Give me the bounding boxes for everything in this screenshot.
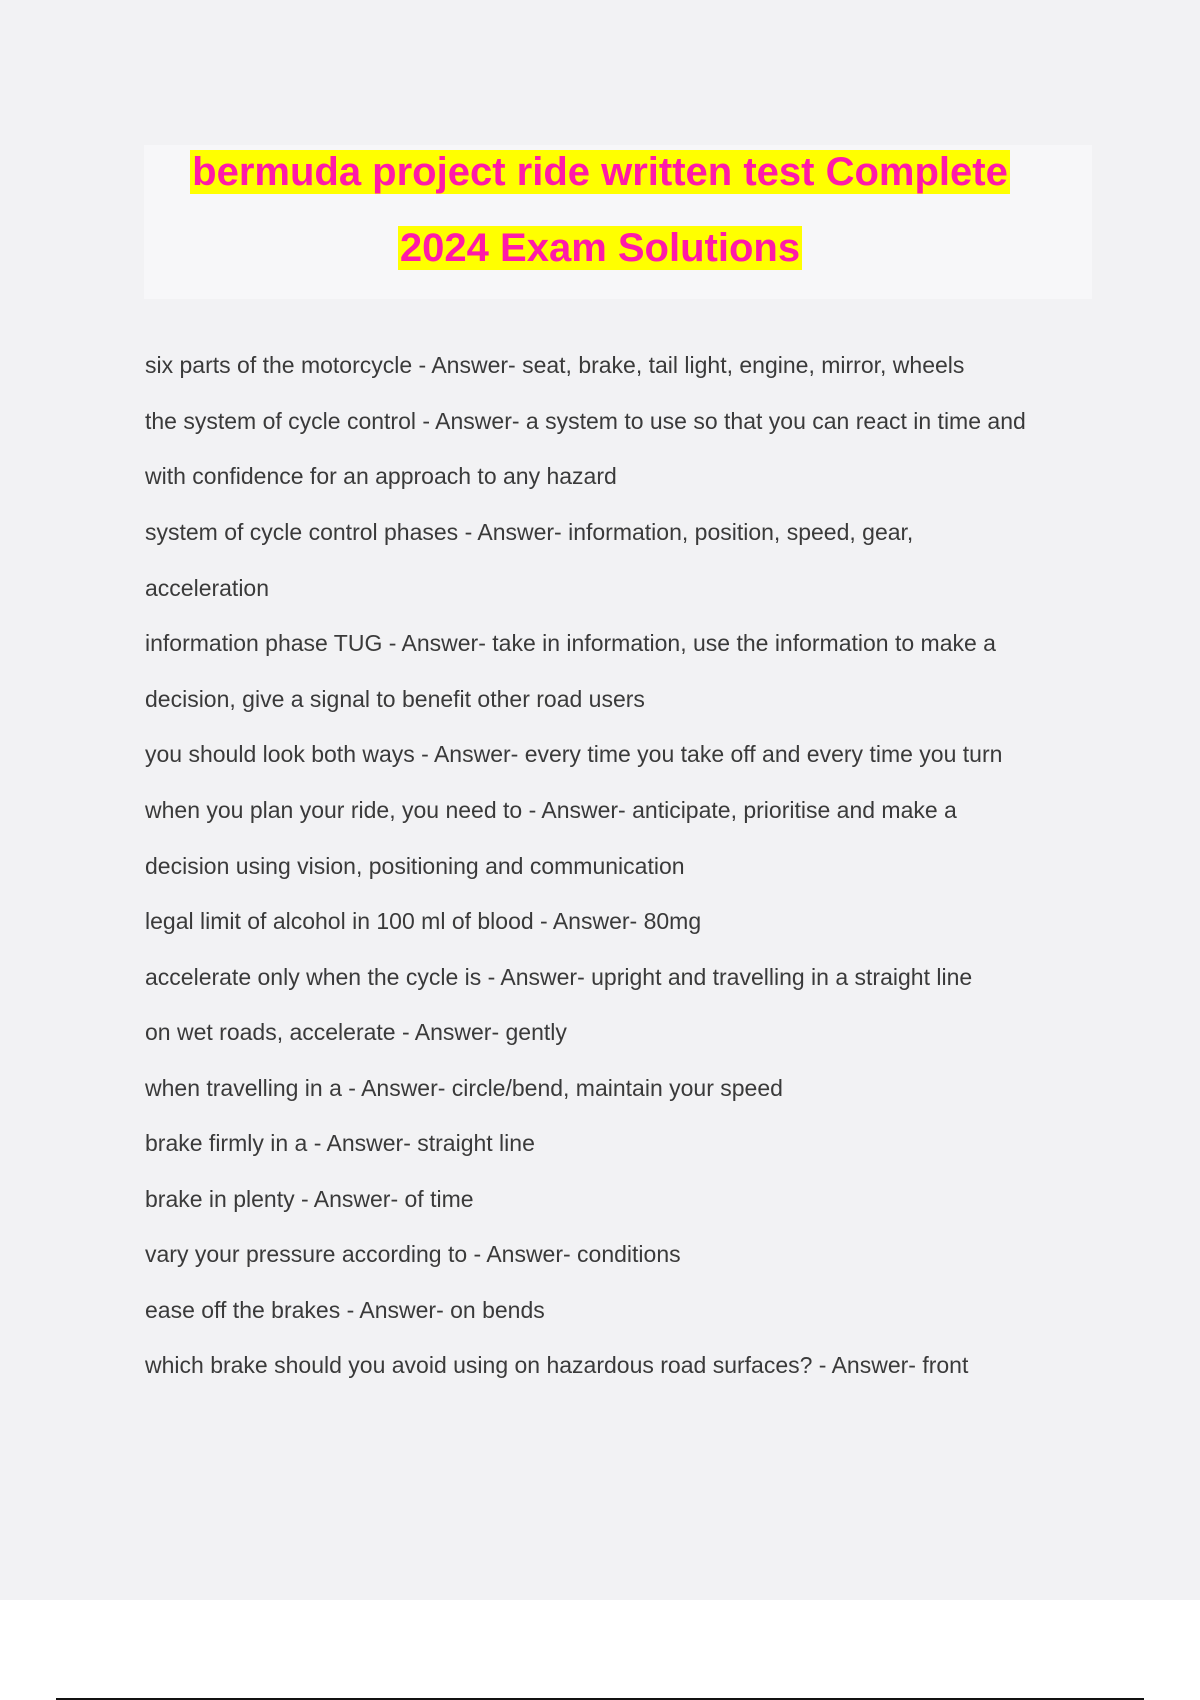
- qa-line: the system of cycle control - Answer- a system to use so that you can react in time and: [145, 408, 1026, 434]
- qa-line: acceleration: [145, 575, 270, 601]
- qa-line: brake firmly in a - Answer- straight line: [145, 1130, 535, 1156]
- qa-line: ease off the brakes - Answer- on bends: [145, 1297, 545, 1323]
- title-highlight-2: 2024 Exam Solutions: [399, 226, 801, 270]
- qa-line: you should look both ways - Answer- every time you take off and every time you turn: [145, 741, 1003, 767]
- qa-line: when travelling in a - Answer- circle/bend, maintain your speed: [145, 1075, 783, 1101]
- title-highlight-1: bermuda project ride written test Complete: [192, 150, 1008, 194]
- qa-line: legal limit of alcohol in 100 ml of blood - Answer- 80mg: [145, 908, 702, 934]
- qa-line: when you plan your ride, you need to - Answer- anticipate, prioritise and make a: [145, 797, 957, 823]
- document-title-line-2: [0, 224, 1200, 272]
- qa-line: which brake should you avoid using on hazardous road surfaces? - Answer- front: [145, 1352, 969, 1378]
- qa-line: on wet roads, accelerate - Answer- gently: [145, 1019, 567, 1045]
- qa-line: accelerate only when the cycle is - Answer- upright and travelling in a straight line: [145, 964, 973, 990]
- qa-line: vary your pressure according to - Answer- conditions: [145, 1241, 681, 1267]
- qa-line: six parts of the motorcycle - Answer- seat, brake, tail light, engine, mirror, wheels: [145, 352, 965, 378]
- qa-line: decision, give a signal to benefit other road users: [145, 686, 645, 712]
- qa-line: brake in plenty - Answer- of time: [145, 1186, 474, 1212]
- document-title-line-1: [0, 148, 1200, 196]
- qa-line: system of cycle control phases - Answer- information, position, speed, gear,: [145, 519, 914, 545]
- qa-line: with confidence for an approach to any hazard: [145, 463, 617, 489]
- qa-line: decision using vision, positioning and communication: [145, 853, 685, 879]
- qa-line: information phase TUG - Answer- take in information, use the information to make a: [145, 630, 996, 656]
